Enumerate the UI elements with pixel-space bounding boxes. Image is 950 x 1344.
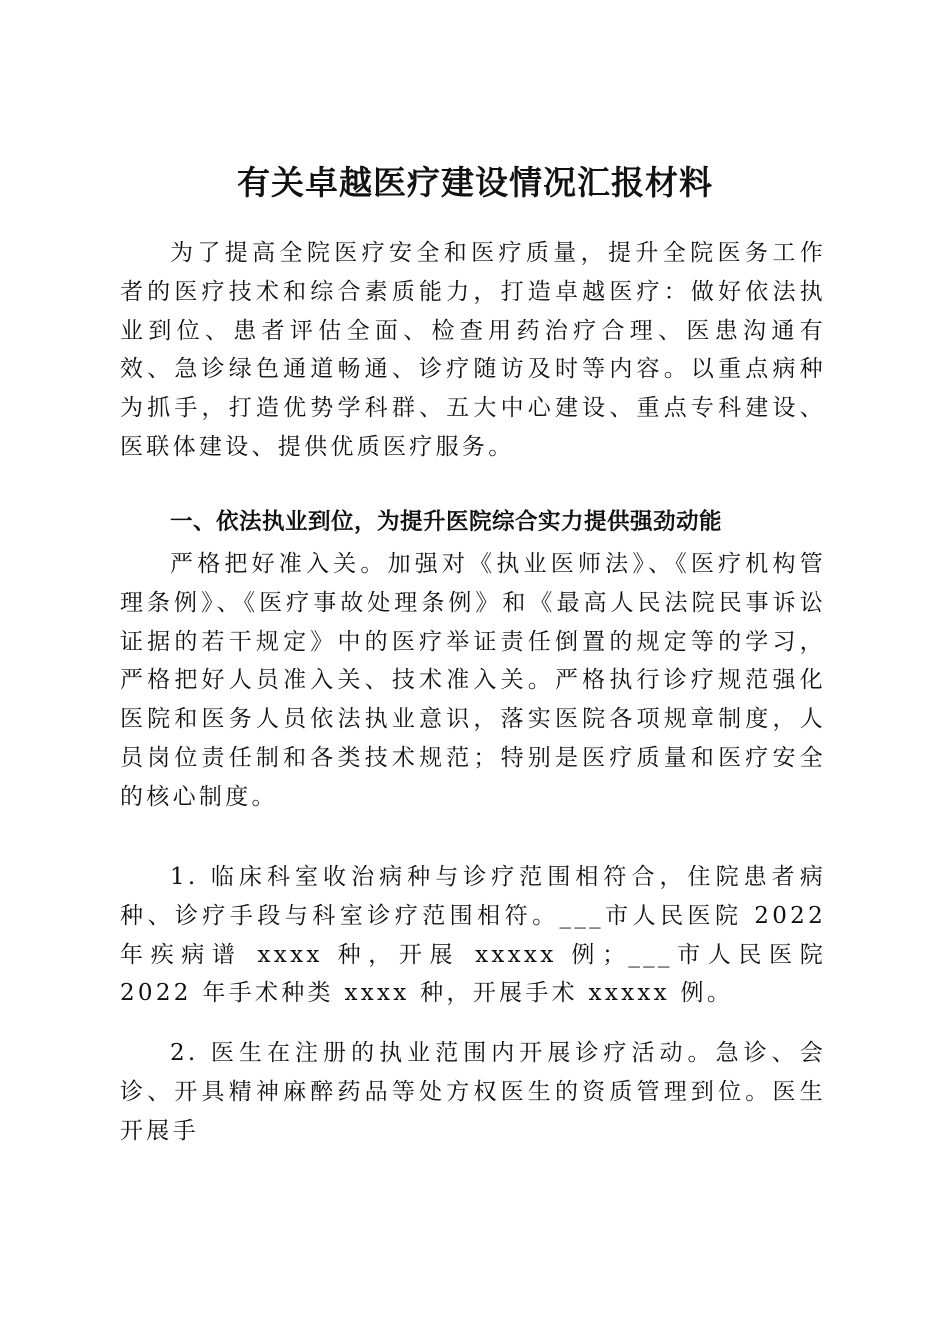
section-heading: 一、依法执业到位，为提升医院综合实力提供强劲动能 (170, 509, 723, 535)
section-paragraph: 严格把好准入关。加强对《执业医师法》、《医疗机构管理条例》、《医疗事故处理条例》和《最高人民法院民事诉讼证据的若干规定》中的医疗举证责任倒置的规定等的学习，严格把好人员准入关、技术准入关。严格执行诊疗规范强化医院和医务人员依法执业意识，落实医院各项规章制度，人员岗位责任制和各类技术规范；特别是医疗质量和医疗安全的核心制度。 (120, 551, 826, 810)
intro-paragraph: 为了提高全院医疗安全和医疗质量，提升全院医务工作者的医疗技术和综合素质能力，打造卓越医疗：做好依法执业到位、患者评估全面、检查用药治疗合理、医患沟通有效、急诊绿色通道畅通、诊疗随访及时等内容。以重点病种为抓手，打造优势学科群、五大中心建设、重点专科建设、医联体建设、提供优质医疗服务。 (120, 240, 826, 460)
numbered-item-2: 2. 医生在注册的执业范围内开展诊疗活动。急诊、会诊、开具精神麻醉药品等处方权医生的资质管理到位。医生开展手 (120, 1040, 826, 1144)
document-title: 有关卓越医疗建设情况汇报材料 (237, 163, 713, 203)
numbered-item-1: 1. 临床科室收治病种与诊疗范围相符合，住院患者病种、诊疗手段与科室诊疗范围相符。___市人民医院 2022 年疾病谱 xxxx 种，开展 xxxxx 例；___市人民医院 2022 年手术种类 xxxx 种，开展手术 xxxxx 例。 (120, 864, 826, 1007)
